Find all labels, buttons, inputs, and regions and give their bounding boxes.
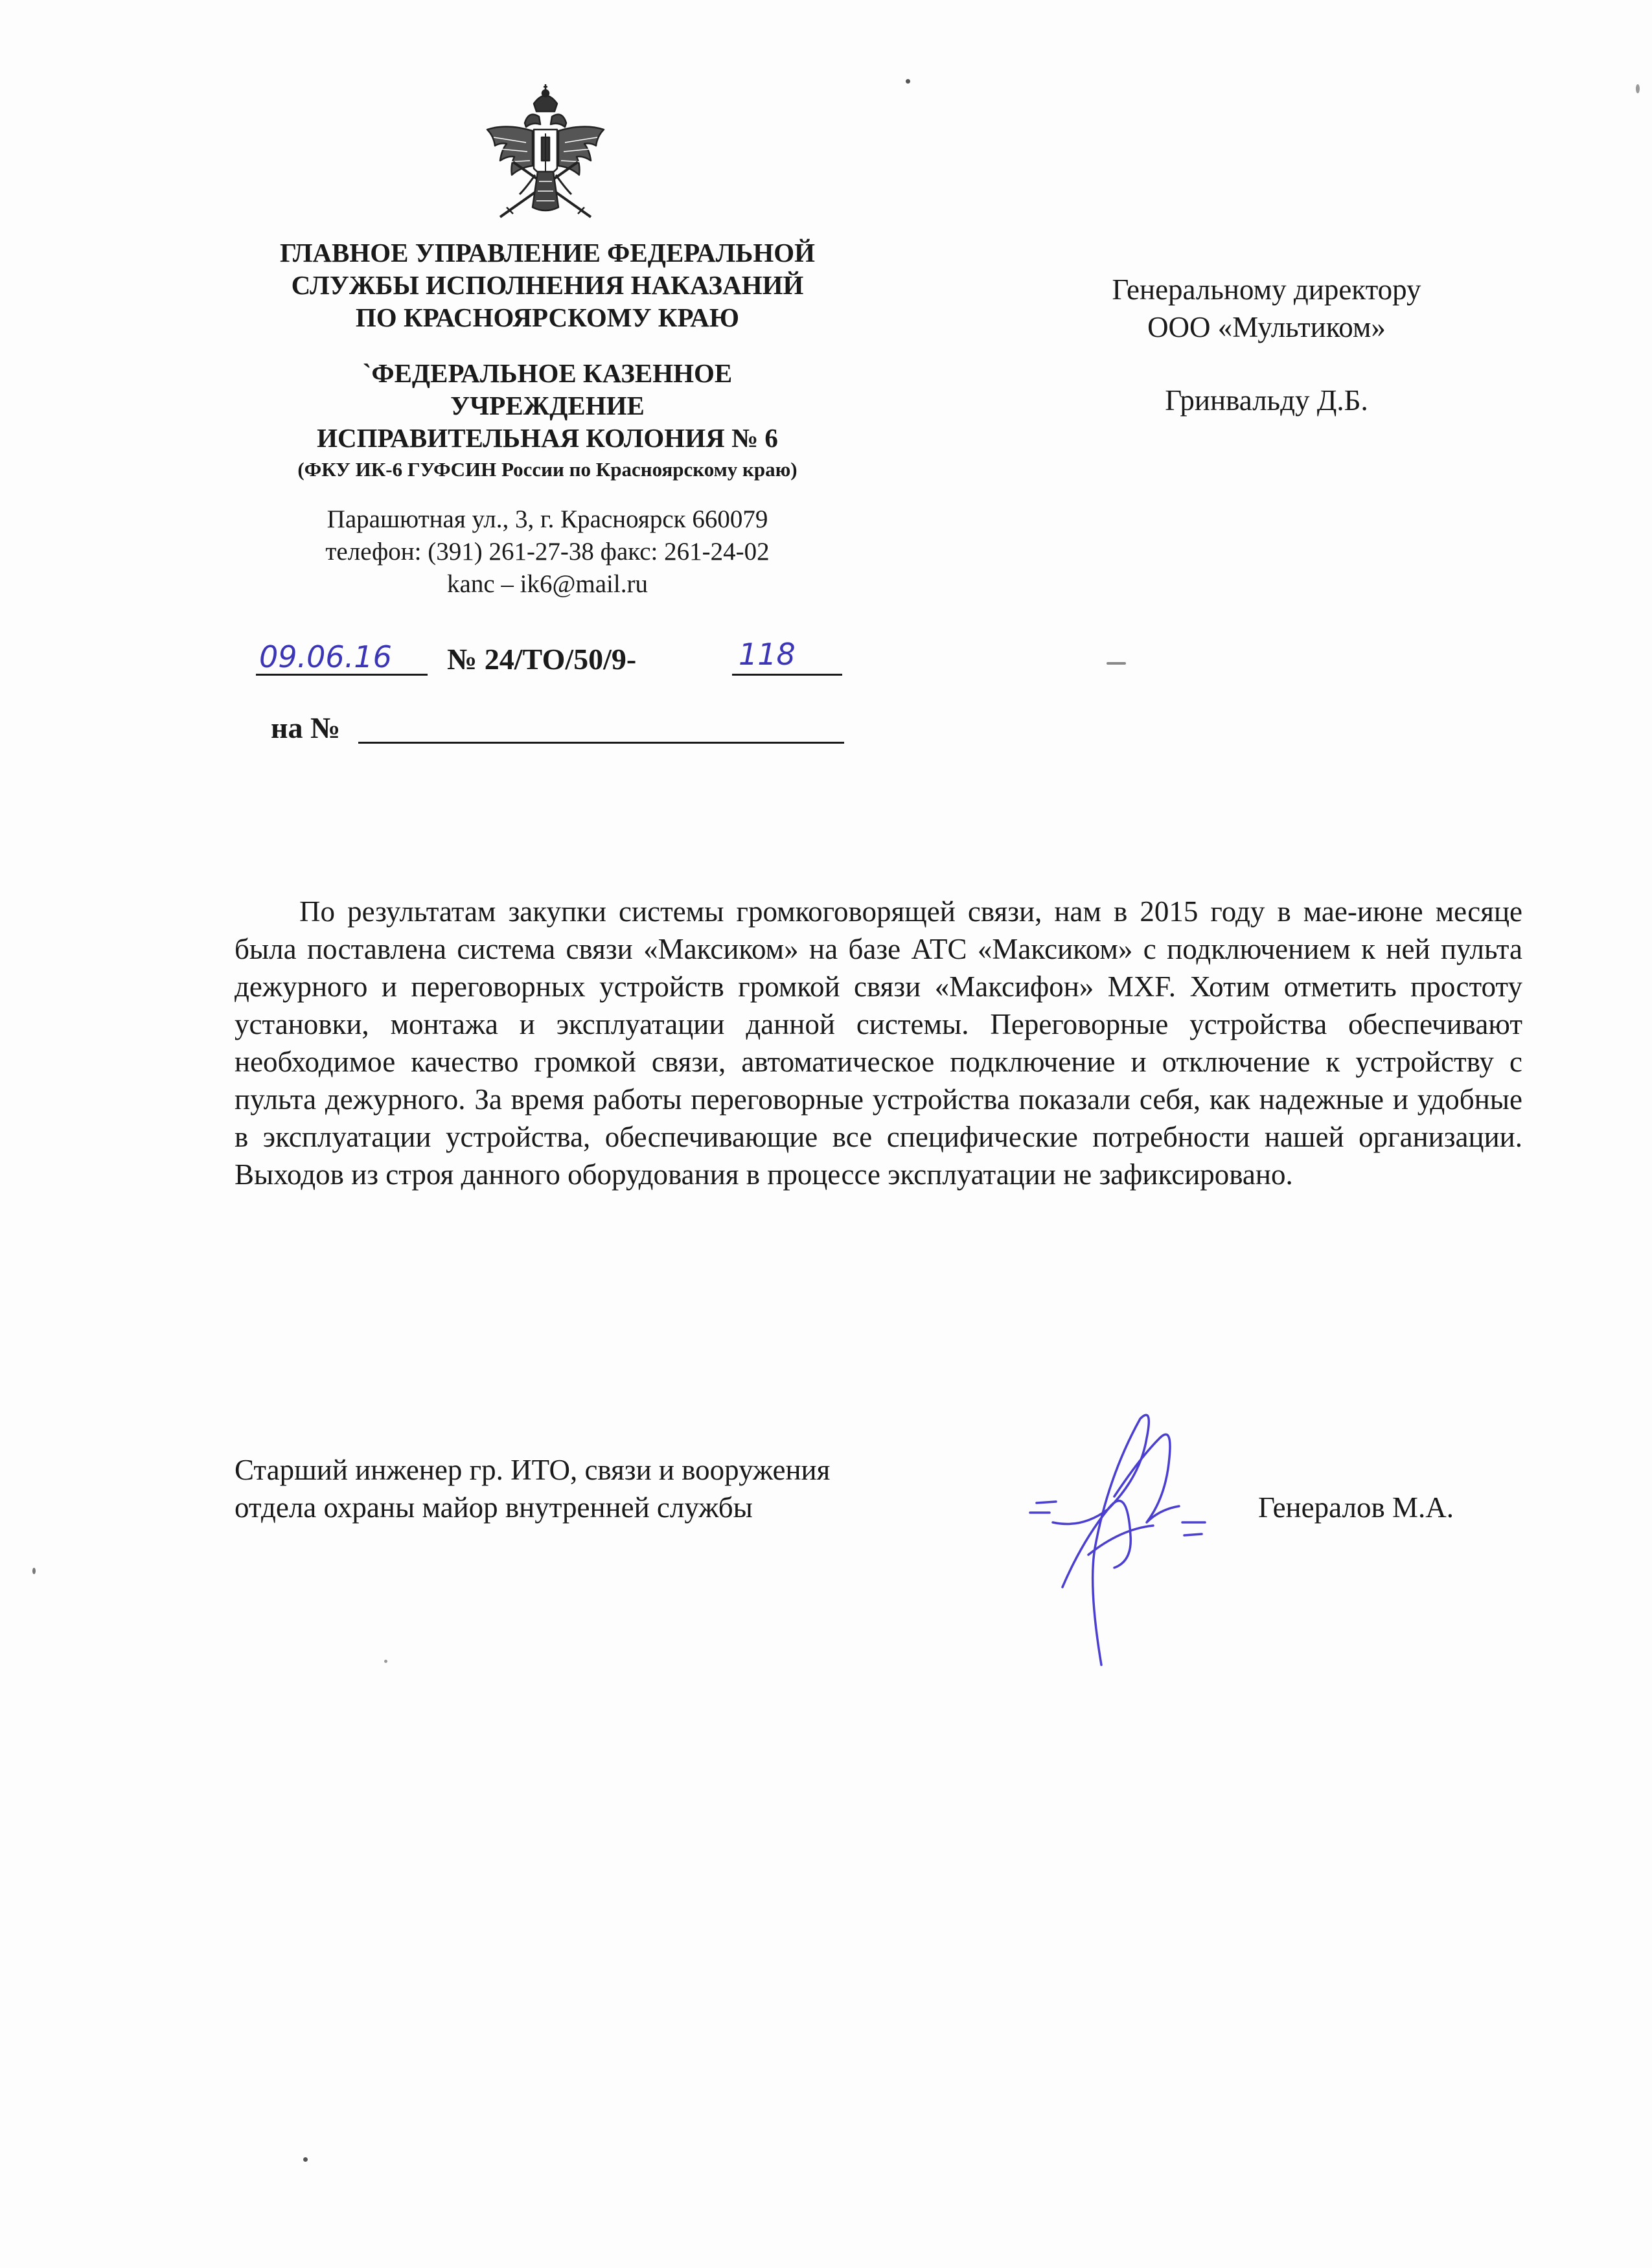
- org-main-line: ПО КРАСНОЯРСКОМУ КРАЮ: [355, 303, 740, 332]
- org-sub-line: УЧРЕЖДЕНИЕ: [450, 391, 645, 420]
- signer-position-line: Старший инженер гр. ИТО, связи и вооружения: [235, 1454, 831, 1486]
- org-sub-line: `ФЕДЕРАЛЬНОЕ КАЗЕННОЕ: [362, 358, 733, 388]
- scan-speck: [303, 2157, 308, 2162]
- org-sub-title: [220, 357, 875, 454]
- emblem-eagle-icon: [481, 84, 610, 240]
- org-contacts: [220, 503, 875, 601]
- reply-reference: [271, 709, 847, 755]
- org-address: Парашютная ул., 3, г. Красноярск 660079: [327, 505, 768, 533]
- scan-speck: [384, 1660, 387, 1663]
- org-main-line: ГЛАВНОЕ УПРАВЛЕНИЕ ФЕДЕРАЛЬНОЙ: [279, 238, 816, 268]
- scan-speck: [1636, 84, 1640, 93]
- outgoing-number-label: № 24/ТО/50/9-: [447, 643, 637, 676]
- handwritten-signature-icon: [1011, 1399, 1218, 1671]
- sender-header: [220, 236, 875, 601]
- reply-label: на №: [271, 711, 341, 744]
- reply-underline: [358, 742, 844, 744]
- org-short-name: (ФКУ ИК-6 ГУФСИН России по Красноярскому краю): [297, 458, 797, 481]
- org-phone: телефон: (391) 261-27-38 факс: 261-24-02: [325, 538, 770, 566]
- outgoing-date-handwritten: 09.06.16: [259, 639, 392, 674]
- addressee-position: Генеральному директору: [1112, 273, 1421, 306]
- org-email: kanc – ik6@mail.ru: [447, 570, 648, 598]
- scan-speck: [32, 1568, 36, 1574]
- date-underline: [256, 674, 428, 676]
- outgoing-number-handwritten: 118: [739, 637, 796, 672]
- scan-speck: [1107, 662, 1126, 665]
- org-main-title: [220, 236, 875, 334]
- number-underline: [732, 674, 842, 676]
- addressee-block: [1007, 271, 1526, 419]
- org-sub-line: ИСПРАВИТЕЛЬНАЯ КОЛОНИЯ № 6: [317, 423, 778, 453]
- addressee-name: Гринвальду Д.Б.: [1165, 384, 1368, 417]
- letter-body: По результатам закупки системы громкоговорящей связи, нам в 2015 году в мае-июне месяце была поставлена система связи «Максиком» на базе АТС «Максиком» с подключением к ней пульта дежурного и переговорных устройств громкой связи «Максифон» MXF. Хотим отметить простоту установки, монтажа и эксплуатации данной системы. Переговорные устройства обеспечивают необходимое качество громкой связи, автоматическое подключение и отключение к устройству с пульта дежурного. За время работы переговорные устройства показали себя, как надежные и удобные в эксплуатации устройства, обеспечивающие все специфические потребности нашей организации. Выходов из строя данного оборудования в процессе эксплуатации не зафиксировано.: [235, 895, 1522, 1191]
- scan-speck: [906, 79, 910, 84]
- signer-position-line: отдела охраны майор внутренней службы: [235, 1491, 753, 1524]
- addressee-company: ООО «Мультиком»: [1147, 311, 1386, 343]
- outgoing-number: [256, 638, 845, 683]
- org-main-line: СЛУЖБЫ ИСПОЛНЕНИЯ НАКАЗАНИЙ: [291, 270, 804, 300]
- signer-position: [235, 1451, 1012, 1526]
- signer-name: Генералов М.А.: [1258, 1491, 1454, 1524]
